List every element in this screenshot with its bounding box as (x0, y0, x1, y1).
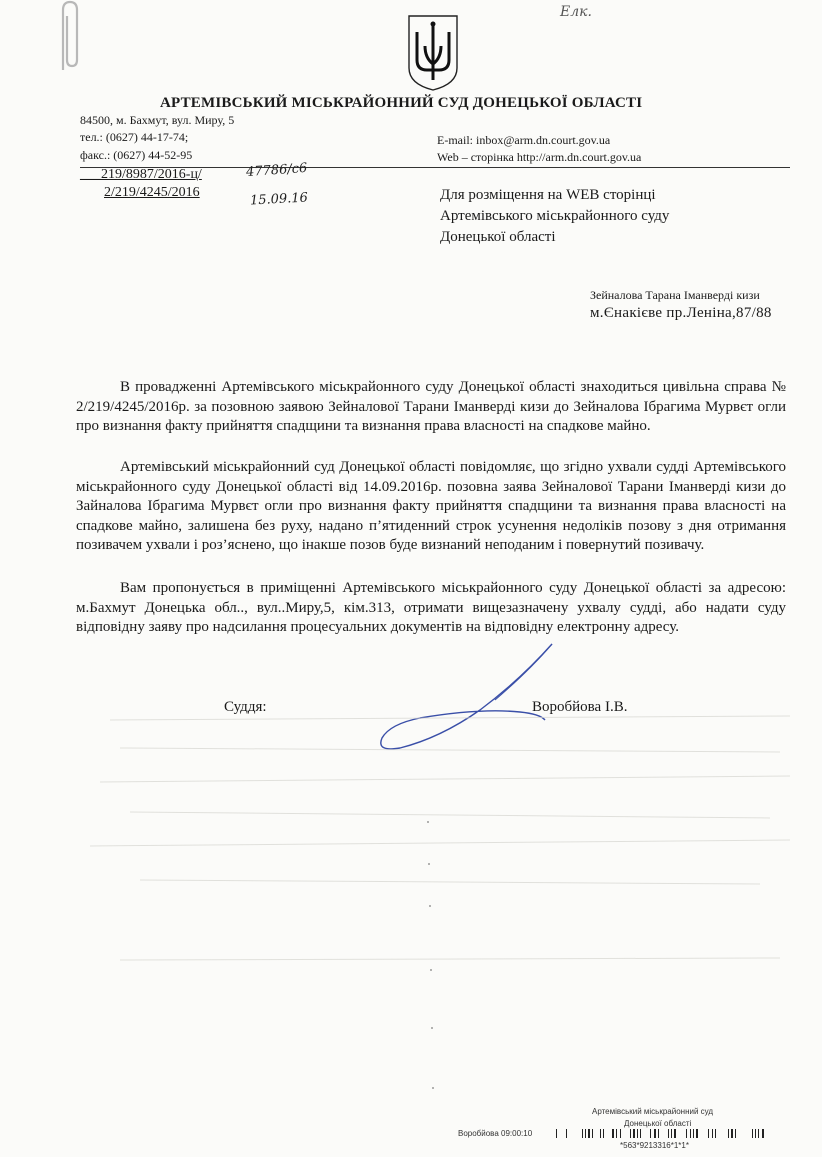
court-title: АРТЕМІВСЬКИЙ МІСЬКРАЙОННИЙ СУД ДОНЕЦЬКОЇ ОБЛАСТІ (160, 95, 643, 111)
court-fax: факс.: (0627) 44-52-95 (80, 148, 193, 162)
recipient-block (440, 185, 669, 248)
court-phone: тел.: (0627) 44-17-74; (80, 130, 189, 144)
barcode-image (556, 1129, 780, 1138)
case-number-secondary: 2/219/4245/2016 (104, 185, 200, 200)
court-address: 84500, м. Бахмут, вул. Миру, 5 (80, 113, 235, 127)
footer-stamp-meta: Воробйова 09:00:10 (458, 1129, 533, 1138)
body-paragraph-2: Артемівський міськрайонний суд Донецької області повідомляє, що згідно ухвали судді Артемівського міськрайонного суду Донецької області від 14.09.2016р. позовна заява Зейналової Тарани Іманверді кизи до Зайналова Ібрагима Мурвєт огли про визнання факту прийняття спадщини та визнання права власності на спадкове майно, залишена без руху, надано п’ятиденний строк усунення недоліків позову з дня отримання позивачем ухвали і роз’яснено, що інакше позов буде визнаний неподаним і повернутий позивачу. (76, 459, 786, 553)
footer-stamp-line-1: Артемівський міськрайонний суд (592, 1107, 714, 1116)
body-paragraph-3: Вам пропонується в приміщенні Артемівського міськрайонного суду Донецької області за адресою: м.Бахмут Донецька обл.., вул..Миру,5, кім.313, отримати вищезазначену ухвалу судді, або надати суду відповідну заяву про надсилання процесуальних документів на відповідну електронну адресу. (76, 580, 786, 635)
handwritten-registration-number: 47786/с6 (245, 160, 308, 181)
barcode-code: *563*9213316*1*1* (620, 1141, 689, 1150)
paperclip-image (55, 0, 85, 72)
court-web: Web – сторінка http://arm.dn.court.gov.ua (437, 150, 642, 164)
handwritten-signature-image (370, 640, 560, 755)
footer-stamp-line-2: Донецької області (624, 1119, 692, 1128)
corner-handwritten-note: Елк. (560, 4, 592, 20)
court-email: E-mail: inbox@arm.dn.court.gov.ua (437, 133, 611, 147)
body-paragraph-1: В провадженні Артемівського міськрайонного суду Донецької області знаходиться цивільна справа № 2/219/4245/2016р. за позовною заявою Зейналової Тарани Іманверді кизи до Зейналова Ібрагима Мурвєт огли про визнання факту прийняття спадщини та визнання права власності на спадкове майно. (76, 379, 786, 434)
recipient-line: Для розміщення на WEB сторінці (440, 187, 656, 203)
addressee-name: Зейналова Тарана Іманверді кизи (590, 288, 760, 302)
addressee-address: м.Єнакієве пр.Леніна,87/88 (590, 305, 772, 321)
recipient-line: Донецької області (440, 229, 556, 245)
judge-label: Суддя: (224, 699, 267, 715)
judge-name: Воробйова І.В. (532, 699, 628, 715)
recipient-line: Артемівського міськрайонного суду (440, 208, 670, 224)
case-number-primary: ___219/8987/2016-ц/ (80, 167, 202, 182)
coat-of-arms-icon (405, 12, 461, 92)
handwritten-registration-date: 15.09.16 (249, 190, 309, 209)
